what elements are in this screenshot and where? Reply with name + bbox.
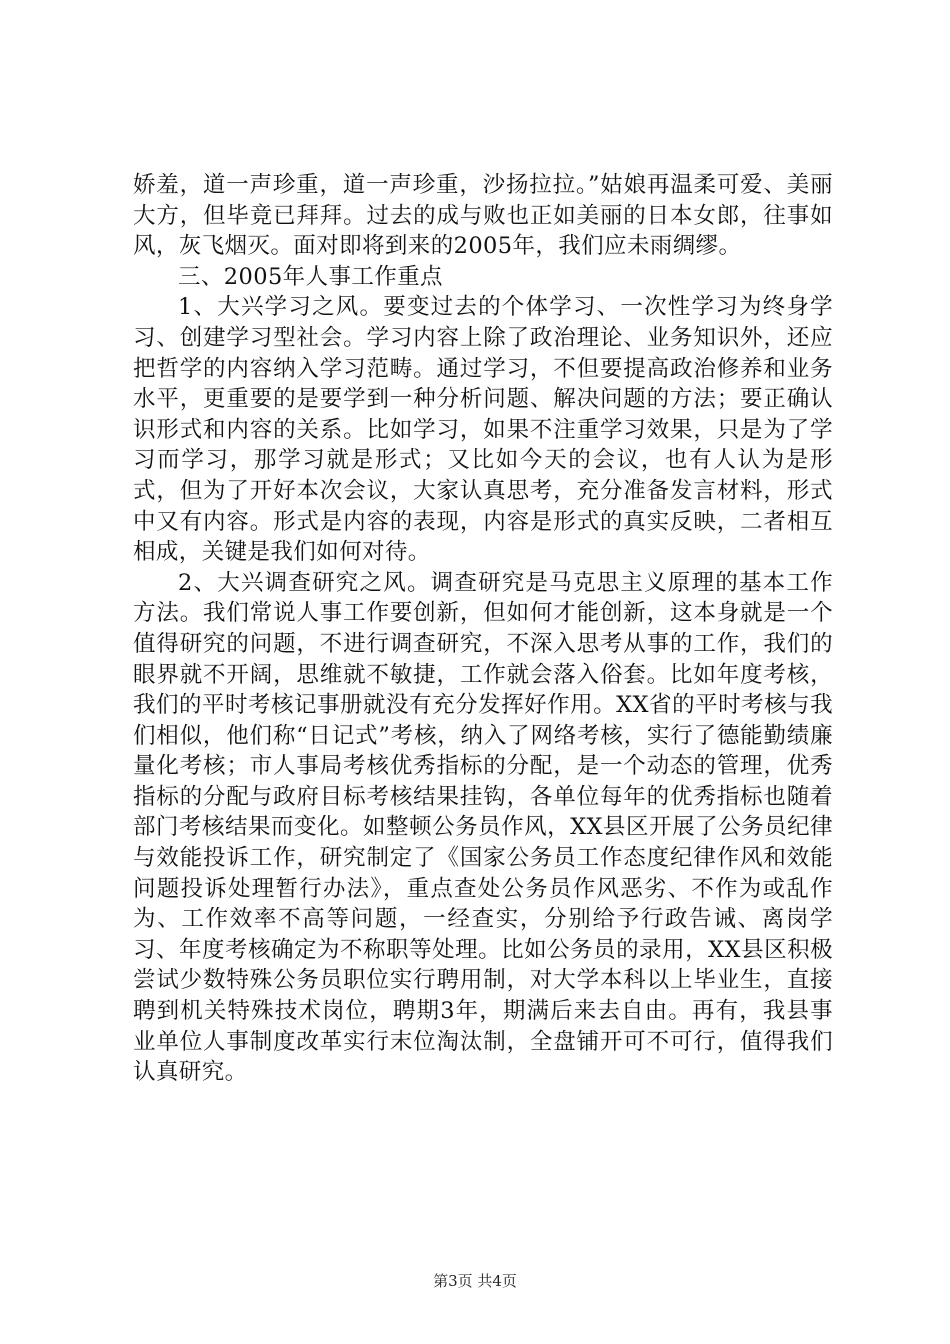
paragraph-research: 2、大兴调查研究之风。调查研究是马克思主义原理的基本工作方法。我们常说人事工作要创新，但如何才能创新，这本身就是一个值得研究的问题，不进行调查研究，不深入思考从事的工作，我们的眼界就不开阔，思维就不敏捷，工作就会落入俗套。比如年度考核，我们的平时考核记事册就没有充分发挥好作用。XX省的平时考核与我们相似，他们称“日记式”考核，纳入了网络考核，实行了德能勤绩廉量化考核；市人事局考核优秀指标的分配，是一个动态的管理，优秀指标的分配与政府目标考核结果挂钩，各单位每年的优秀指标也随着部门考核结果而变化。如整顿公务员作风，XX县区开展了公务员纪律与效能投诉工作，研究制定了《国家公务员工作态度纪律作风和效能问题投诉处理暂行办法》，重点查处公务员作风恶劣、不作为或乱作为、工作效率不高等问题，一经查实，分别给予行政告诫、离岗学习、年度考核确定为不称职等处理。比如公务员的录用，XX县区积极尝试少数特殊公务员职位实行聘用制，对大学本科以上毕业生，直接聘到机关特殊技术岗位，聘期3年，期满后来去自由。再有，我县事业单位人事制度改革实行末位淘汰制，全盘铺开可不可行，值得我们认真研究。 [133,569,833,1086]
document-body [133,170,833,1088]
paragraph-continuation: 娇羞，道一声珍重，道一声珍重，沙扬拉拉。”姑娘再温柔可爱、美丽大方，但毕竟已拜拜。过去的成与败也正如美丽的日本女郎，往事如风，灰飞烟灭。面对即将到来的2005年，我们应未雨绸缪。 [133,172,833,260]
page-footer: 第3页 共4页 [433,1272,517,1290]
section-heading: 三、2005年人事工作重点 [178,263,443,290]
paragraph-study: 1、大兴学习之风。要变过去的个体学习、一次性学习为终身学习、创建学习型社会。学习内容上除了政治理论、业务知识外，还应把哲学的内容纳入学习范畴。通过学习，不但要提高政治修养和业务水平，更重要的是要学到一种分析问题、解决问题的方法；要正确认识形式和内容的关系。比如学习，如果不注重学习效果，只是为了学习而学习，那学习就是形式；又比如今天的会议，也有人认为是形式，但为了开好本次会议，大家认真思考，充分准备发言材料，形式中又有内容。形式是内容的表现，内容是形式的真实反映，二者相互相成，关键是我们如何对待。 [133,294,833,566]
